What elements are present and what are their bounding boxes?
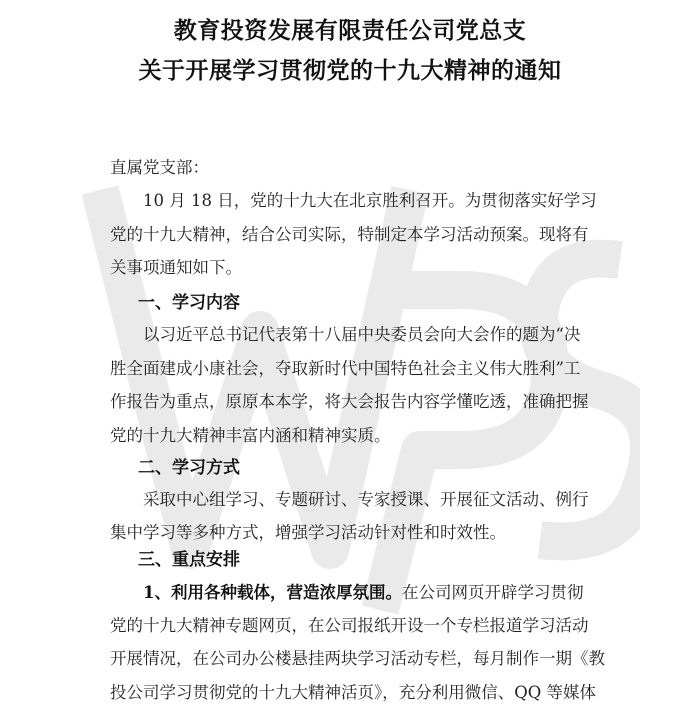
section3-item1-line-1-rest: 在公司网页开辟学习贯彻 bbox=[401, 583, 584, 602]
intro-line-2: 党的十九大精神，结合公司实际，特制定本学习活动预案。现将有 bbox=[110, 225, 589, 244]
section3-heading: 三、重点安排 bbox=[138, 550, 240, 570]
document-title-line1: 教育投资发展有限责任公司党总支 bbox=[173, 17, 527, 44]
section1-line-4: 党的十九大精神丰富内涵和精神实质。 bbox=[110, 426, 391, 445]
document-title-line2: 关于开展学习贯彻党的十九大精神的通知 bbox=[138, 57, 562, 84]
intro-line-1: 10 月 18 日，党的十九大在北京胜利召开。为贯彻落实好学习 bbox=[143, 191, 597, 210]
section3-item1-lead: 1、利用各种载体，营造浓厚氛围。 bbox=[143, 583, 402, 602]
section3-item1-line-3: 开展情况，在公司办公楼悬挂两块学习活动专栏，每月制作一期《教 bbox=[110, 649, 605, 668]
section3-item1-line-2: 党的十九大精神专题网页，在公司报纸开设一个专栏报道学习活动 bbox=[110, 616, 589, 635]
section1-line-2: 胜全面建成小康社会，夺取新时代中国特色社会主义伟大胜利”工 bbox=[110, 359, 581, 378]
section1-heading: 一、学习内容 bbox=[138, 293, 240, 313]
intro-line-3: 关事项通知如下。 bbox=[110, 258, 242, 277]
section3-item1-line-4: 投公司学习贯彻党的十九大精神活页》，充分利用微信、QQ 等媒体 bbox=[110, 683, 597, 702]
section1-line-1: 以习近平总书记代表第十八届中央委员会向大会作的题为“决 bbox=[143, 325, 581, 344]
section1-line-3: 作报告为重点，原原本本学，将大会报告内容学懂吃透，准确把握 bbox=[110, 392, 589, 411]
section2-line-2: 集中学习等多种方式，增强学习活动针对性和时效性。 bbox=[110, 523, 506, 542]
section2-line-1: 采取中心组学习、专题研讨、专家授课、开展征文活动、例行 bbox=[143, 490, 589, 509]
section2-heading: 二、学习方式 bbox=[138, 458, 240, 478]
section3-item1-line-1 bbox=[143, 579, 583, 603]
salutation: 直属党支部： bbox=[110, 158, 209, 177]
